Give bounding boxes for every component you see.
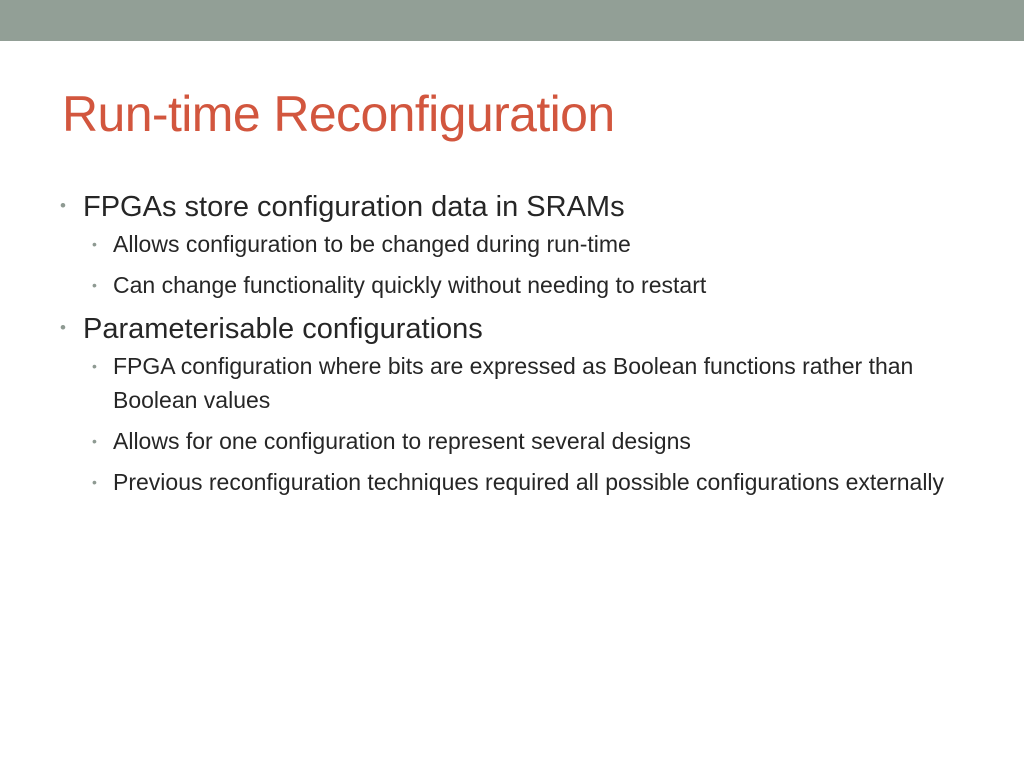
sub-bullet-text: Previous reconfiguration techniques required all possible configurations externally: [113, 469, 945, 495]
sub-bullet-list: [83, 227, 970, 302]
sub-bullet-text: Allows for one configuration to represent several designs: [113, 428, 691, 454]
top-accent-band: [0, 0, 1024, 41]
bullet-dot-icon: •: [60, 318, 66, 337]
sub-bullet-item: [83, 424, 970, 458]
slide-body: [60, 187, 970, 506]
bullet-item: [60, 309, 970, 499]
bullet-dot-icon: •: [92, 277, 97, 293]
bullet-dot-icon: •: [92, 433, 97, 449]
sub-bullet-item: [83, 349, 970, 417]
sub-bullet-item: [83, 268, 970, 302]
bullet-item: [60, 187, 970, 302]
sub-bullet-list: [83, 349, 970, 499]
bullet-dot-icon: •: [92, 474, 97, 490]
slide-title: Run-time Reconfiguration: [62, 86, 615, 142]
bullet-text: Parameterisable configurations: [83, 313, 483, 345]
bullet-list: [60, 187, 970, 499]
sub-bullet-text: Allows configuration to be changed during run-time: [113, 231, 631, 257]
sub-bullet-item: [83, 465, 970, 499]
bullet-dot-icon: •: [92, 358, 97, 374]
sub-bullet-text: FPGA configuration where bits are expressed as Boolean functions rather than Boolean values: [113, 353, 914, 413]
bullet-dot-icon: •: [92, 236, 97, 252]
sub-bullet-item: [83, 227, 970, 261]
sub-bullet-text: Can change functionality quickly without needing to restart: [113, 272, 707, 298]
bullet-text: FPGAs store configuration data in SRAMs: [83, 191, 625, 223]
bullet-dot-icon: •: [60, 196, 66, 215]
